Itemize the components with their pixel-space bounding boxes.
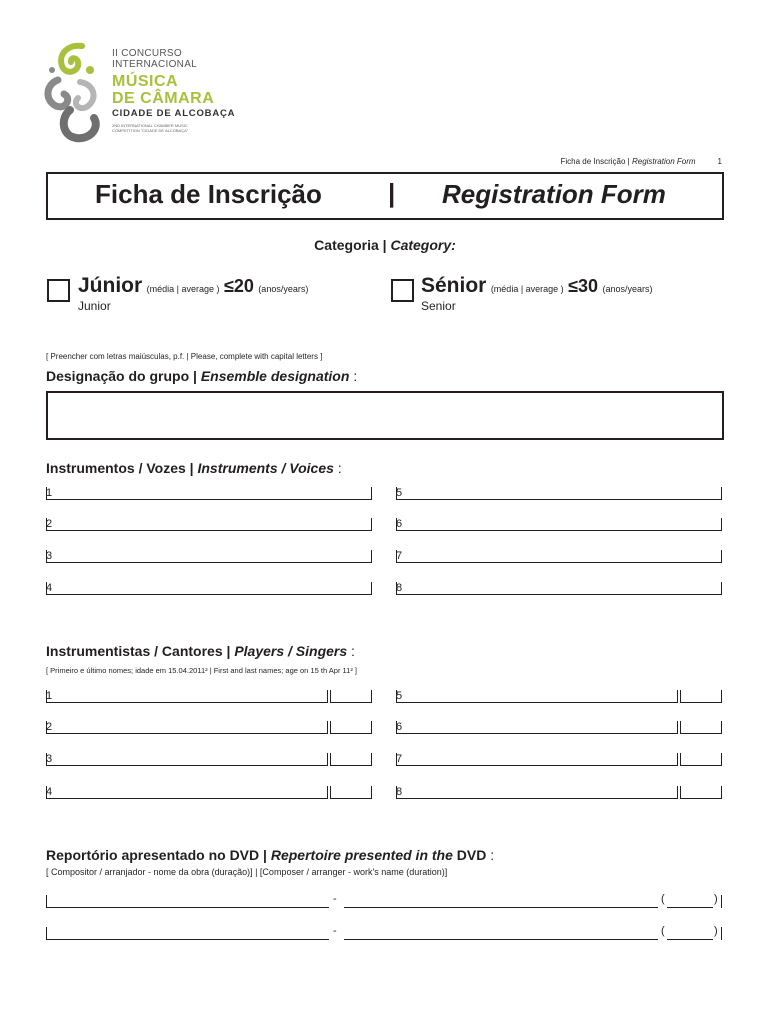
instruments-label: Instrumentos / Vozes | Instruments / Voices : bbox=[46, 460, 342, 476]
field-number: 6 bbox=[396, 721, 403, 733]
repertoire-work-field[interactable] bbox=[344, 895, 658, 908]
senior-checkbox[interactable] bbox=[391, 279, 414, 302]
instrument-field[interactable] bbox=[46, 518, 372, 531]
player-name-field[interactable] bbox=[46, 721, 328, 734]
repertoire-label: Reportório apresentado no DVD | Repertoire presented in the DVD : bbox=[46, 847, 495, 863]
player-name-field[interactable] bbox=[396, 786, 678, 799]
field-number: 6 bbox=[396, 518, 403, 530]
instrument-field[interactable] bbox=[396, 487, 722, 500]
field-number: 5 bbox=[396, 690, 403, 702]
player-age-field[interactable] bbox=[680, 721, 722, 734]
player-age-field[interactable] bbox=[330, 721, 372, 734]
player-age-field[interactable] bbox=[680, 753, 722, 766]
logo-text-competition: II CONCURSO INTERNACIONAL bbox=[112, 48, 198, 70]
junior-sublabel: Junior bbox=[78, 299, 111, 313]
instrument-field[interactable] bbox=[46, 582, 372, 595]
field-number: 7 bbox=[396, 550, 403, 562]
competition-logo-emblem bbox=[40, 40, 118, 145]
field-number: 2 bbox=[46, 518, 53, 530]
field-number: 3 bbox=[46, 753, 53, 765]
player-name-field[interactable] bbox=[396, 721, 678, 734]
repertoire-close-paren: ) bbox=[714, 925, 718, 937]
player-age-field[interactable] bbox=[680, 786, 722, 799]
player-age-field[interactable] bbox=[330, 786, 372, 799]
fill-instructions: [ Preencher com letras maiúsculas, p.f. | Please, complete with capital letters ] bbox=[46, 352, 323, 361]
field-number: 5 bbox=[396, 487, 403, 499]
player-age-field[interactable] bbox=[330, 690, 372, 703]
repertoire-open-paren: ( bbox=[661, 893, 665, 905]
title-pt: Ficha de Inscrição bbox=[95, 179, 322, 209]
repertoire-composer-field[interactable] bbox=[46, 895, 329, 908]
running-header: Ficha de Inscrição | Registration Form 1 bbox=[560, 157, 722, 166]
senior-label: Sénior (média | average ) ≤30 (anos/years) bbox=[421, 274, 653, 297]
player-name-field[interactable] bbox=[396, 690, 678, 703]
repertoire-work-field[interactable] bbox=[344, 927, 658, 940]
repertoire-duration-field[interactable] bbox=[667, 927, 713, 940]
instrument-field[interactable] bbox=[396, 518, 722, 531]
junior-label: Júnior (média | average ) ≤20 (anos/years) bbox=[78, 274, 309, 297]
player-age-field[interactable] bbox=[680, 690, 722, 703]
player-age-field[interactable] bbox=[330, 753, 372, 766]
repertoire-open-paren: ( bbox=[661, 925, 665, 937]
logo-text-city: CIDADE DE ALCOBAÇA bbox=[112, 108, 236, 119]
field-number: 8 bbox=[396, 582, 403, 594]
logo-text-title: MÚSICA DE CÂMARA bbox=[112, 73, 215, 107]
title-en: Registration Form bbox=[442, 179, 666, 209]
instrument-field[interactable] bbox=[46, 487, 372, 500]
field-number: 4 bbox=[46, 786, 53, 798]
repertoire-dash: - bbox=[333, 893, 337, 905]
ensemble-label: Designação do grupo | Ensemble designation : bbox=[46, 368, 358, 384]
logo-tagline: 2ND INTERNATIONAL CHAMBER MUSIC COMPETITION "CIDADE DE ALCOBAÇA" bbox=[112, 123, 189, 133]
ensemble-input[interactable] bbox=[46, 391, 724, 440]
category-heading: Categoria | Category: bbox=[314, 237, 456, 253]
player-name-field[interactable] bbox=[396, 753, 678, 766]
field-number: 1 bbox=[46, 690, 53, 702]
field-number: 8 bbox=[396, 786, 403, 798]
page-number: 1 bbox=[717, 157, 722, 166]
junior-checkbox[interactable] bbox=[47, 279, 70, 302]
field-number: 3 bbox=[46, 550, 53, 562]
repertoire-row-end bbox=[721, 927, 722, 940]
repertoire-duration-field[interactable] bbox=[667, 895, 713, 908]
players-label: Instrumentistas / Cantores | Players / Singers : bbox=[46, 643, 355, 659]
repertoire-dash: - bbox=[333, 925, 337, 937]
player-name-field[interactable] bbox=[46, 786, 328, 799]
repertoire-row-end bbox=[721, 895, 722, 908]
field-number: 7 bbox=[396, 753, 403, 765]
repertoire-composer-field[interactable] bbox=[46, 927, 329, 940]
title-separator: | bbox=[388, 178, 396, 208]
field-number: 2 bbox=[46, 721, 53, 733]
player-name-field[interactable] bbox=[46, 753, 328, 766]
instrument-field[interactable] bbox=[46, 550, 372, 563]
instrument-field[interactable] bbox=[396, 582, 722, 595]
repertoire-note: [ Compositor / arranjador - nome da obra (duração)] | [Composer / arranger - work's name (duration)] bbox=[46, 867, 448, 877]
repertoire-close-paren: ) bbox=[714, 893, 718, 905]
field-number: 1 bbox=[46, 487, 53, 499]
player-name-field[interactable] bbox=[46, 690, 328, 703]
field-number: 4 bbox=[46, 582, 53, 594]
instrument-field[interactable] bbox=[396, 550, 722, 563]
senior-sublabel: Senior bbox=[421, 299, 456, 313]
players-note: [ Primeiro e último nomes; idade em 15.04.2011² | First and last names; age on 15 th Apr 11² ] bbox=[46, 666, 357, 675]
